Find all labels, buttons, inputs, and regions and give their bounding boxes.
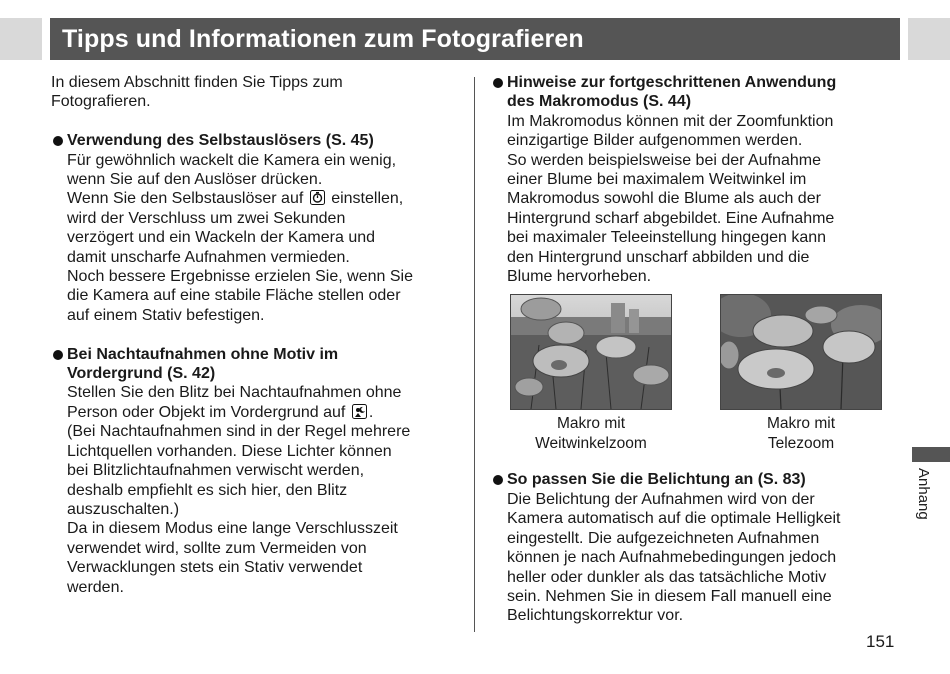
caption-line: Telezoom [767, 434, 835, 452]
macro-photo-comparison [491, 294, 896, 470]
header-left-block [0, 18, 42, 60]
body-line: einer Blume bei maximalem Weitwinkel im [507, 171, 807, 189]
body-line: bei maximaler Teleeinstellung hingegen kann [507, 229, 827, 247]
caption-line: Makro mit [556, 415, 626, 433]
poppy-tele-picture [721, 295, 881, 409]
body-line: deshalb empfiehlt es sich hier, den Blitz [67, 481, 348, 499]
photo-caption [510, 414, 672, 453]
body-line: Blume hervorheben. [507, 268, 652, 286]
tip-title [507, 470, 896, 489]
body-line: heller oder dunkler als das tatsächliche Motiv [507, 568, 827, 586]
body-line: sein. Nehmen Sie in diesem Fall manuell eine [507, 587, 832, 605]
tip-title-line: So passen Sie die Belichtung an (S. 83) [507, 471, 806, 489]
tip-body [507, 490, 896, 626]
page-number: 151 [866, 632, 895, 651]
tip-body [67, 151, 461, 326]
body-line: Im Makromodus können mit der Zoomfunktion [507, 112, 834, 130]
intro-line: Fotografieren. [51, 93, 151, 111]
bullet-dot-icon [53, 136, 63, 146]
body-line: bei Blitzlichtaufnahmen verwischt werden, [67, 462, 365, 480]
body-line: Lichtquellen vorhanden. Diese Lichter können [67, 442, 392, 460]
body-line: Wenn Sie den Selbstauslöser auf [67, 190, 304, 208]
body-line: So werden beispielsweise bei der Aufnahme [507, 151, 821, 169]
body-line: wenn Sie auf den Auslöser drücken. [67, 171, 323, 189]
tip-title-line: des Makromodus (S. 44) [507, 93, 692, 111]
tip-title-line: Verwendung des Selbstauslösers (S. 45) [67, 132, 374, 150]
body-line: Stellen Sie den Blitz bei Nachtaufnahmen ohne [67, 384, 402, 402]
tip-title-line: Vordergrund (S. 42) [67, 365, 216, 383]
body-line: werden. [67, 578, 124, 596]
body-line: Noch bessere Ergebnisse erzielen Sie, wenn Sie [67, 268, 413, 286]
body-line: Person oder Objekt im Vordergrund auf [67, 403, 346, 421]
tip-title-line: Bei Nachtaufnahmen ohne Motiv im [67, 345, 339, 363]
body-line: Kamera automatisch auf die optimale Helligkeit [507, 510, 841, 528]
photo-tele [720, 294, 882, 453]
column-divider [474, 77, 475, 632]
header-right-block [908, 18, 950, 60]
bullet-dot-icon [493, 78, 503, 88]
right-column [491, 73, 896, 626]
body-line: auf einem Stativ befestigen. [67, 306, 265, 324]
body-line: Für gewöhnlich wackelt die Kamera ein wenig, [67, 151, 397, 169]
photo-wide [510, 294, 672, 453]
tip-title [67, 345, 461, 384]
body-line: damit unscharfe Aufnahmen vermieden. [67, 248, 350, 266]
caption-line: Weitwinkelzoom [535, 434, 647, 452]
intro-line: In diesem Abschnitt finden Sie Tipps zum [51, 74, 343, 91]
tip-body [67, 383, 461, 596]
body-line: verzögert und ein Wackeln der Kamera und [67, 229, 376, 247]
tip-night-scene [51, 345, 461, 597]
section-tab-label: Anhang [915, 468, 932, 520]
body-line: . [368, 403, 374, 421]
poppy-wide-picture [511, 295, 671, 409]
body-line: auszuschalten.) [67, 500, 180, 518]
body-line: Makromodus sowohl die Blume als auch der [507, 190, 821, 208]
body-line: einzigartige Bilder aufgenommen werden. [507, 132, 803, 150]
photo-wide-image [510, 294, 672, 410]
tip-exposure [491, 470, 896, 625]
photo-tele-image [720, 294, 882, 410]
page-title: Tipps und Informationen zum Fotografieren [50, 18, 900, 60]
caption-line: Makro mit [766, 415, 836, 433]
tip-self-timer [51, 131, 461, 325]
body-line: einstellen, [331, 190, 404, 208]
self-timer-icon [310, 190, 325, 205]
left-column [51, 73, 461, 597]
section-tab-marker [912, 447, 950, 462]
body-line: (Bei Nachtaufnahmen sind in der Regel mehrere [67, 423, 411, 441]
body-line: die Kamera auf eine stabile Fläche stellen oder [67, 287, 401, 305]
photo-caption [720, 414, 882, 453]
body-line: eingestellt. Die aufgezeichneten Aufnahmen [507, 529, 820, 547]
night-scene-icon [352, 404, 367, 419]
tip-title [67, 131, 461, 150]
body-line: Die Belichtung der Aufnahmen wird von der [507, 490, 815, 508]
body-line: verwendet wird, sollte zum Vermeiden von [67, 539, 367, 557]
tip-title [507, 73, 896, 112]
body-line: wird der Verschluss um zwei Sekunden [67, 209, 346, 227]
tip-macro-mode [491, 73, 896, 286]
body-line: Hintergrund scharf abgebildet. Eine Aufnahme [507, 209, 835, 227]
body-line: Da in diesem Modus eine lange Verschlusszeit [67, 520, 398, 538]
body-line: Belichtungskorrektur vor. [507, 607, 684, 625]
bullet-dot-icon [53, 350, 63, 360]
body-line: Verwacklungen stets ein Stativ verwendet [67, 559, 363, 577]
body-line: den Hintergrund unscharf abbilden und die [507, 248, 810, 266]
intro-text [51, 73, 461, 112]
tip-title-line: Hinweise zur fortgeschrittenen Anwendung [507, 74, 837, 91]
bullet-dot-icon [493, 475, 503, 485]
body-line: können je nach Aufnahmebedingungen jedoch [507, 549, 837, 567]
tip-body [507, 112, 896, 287]
